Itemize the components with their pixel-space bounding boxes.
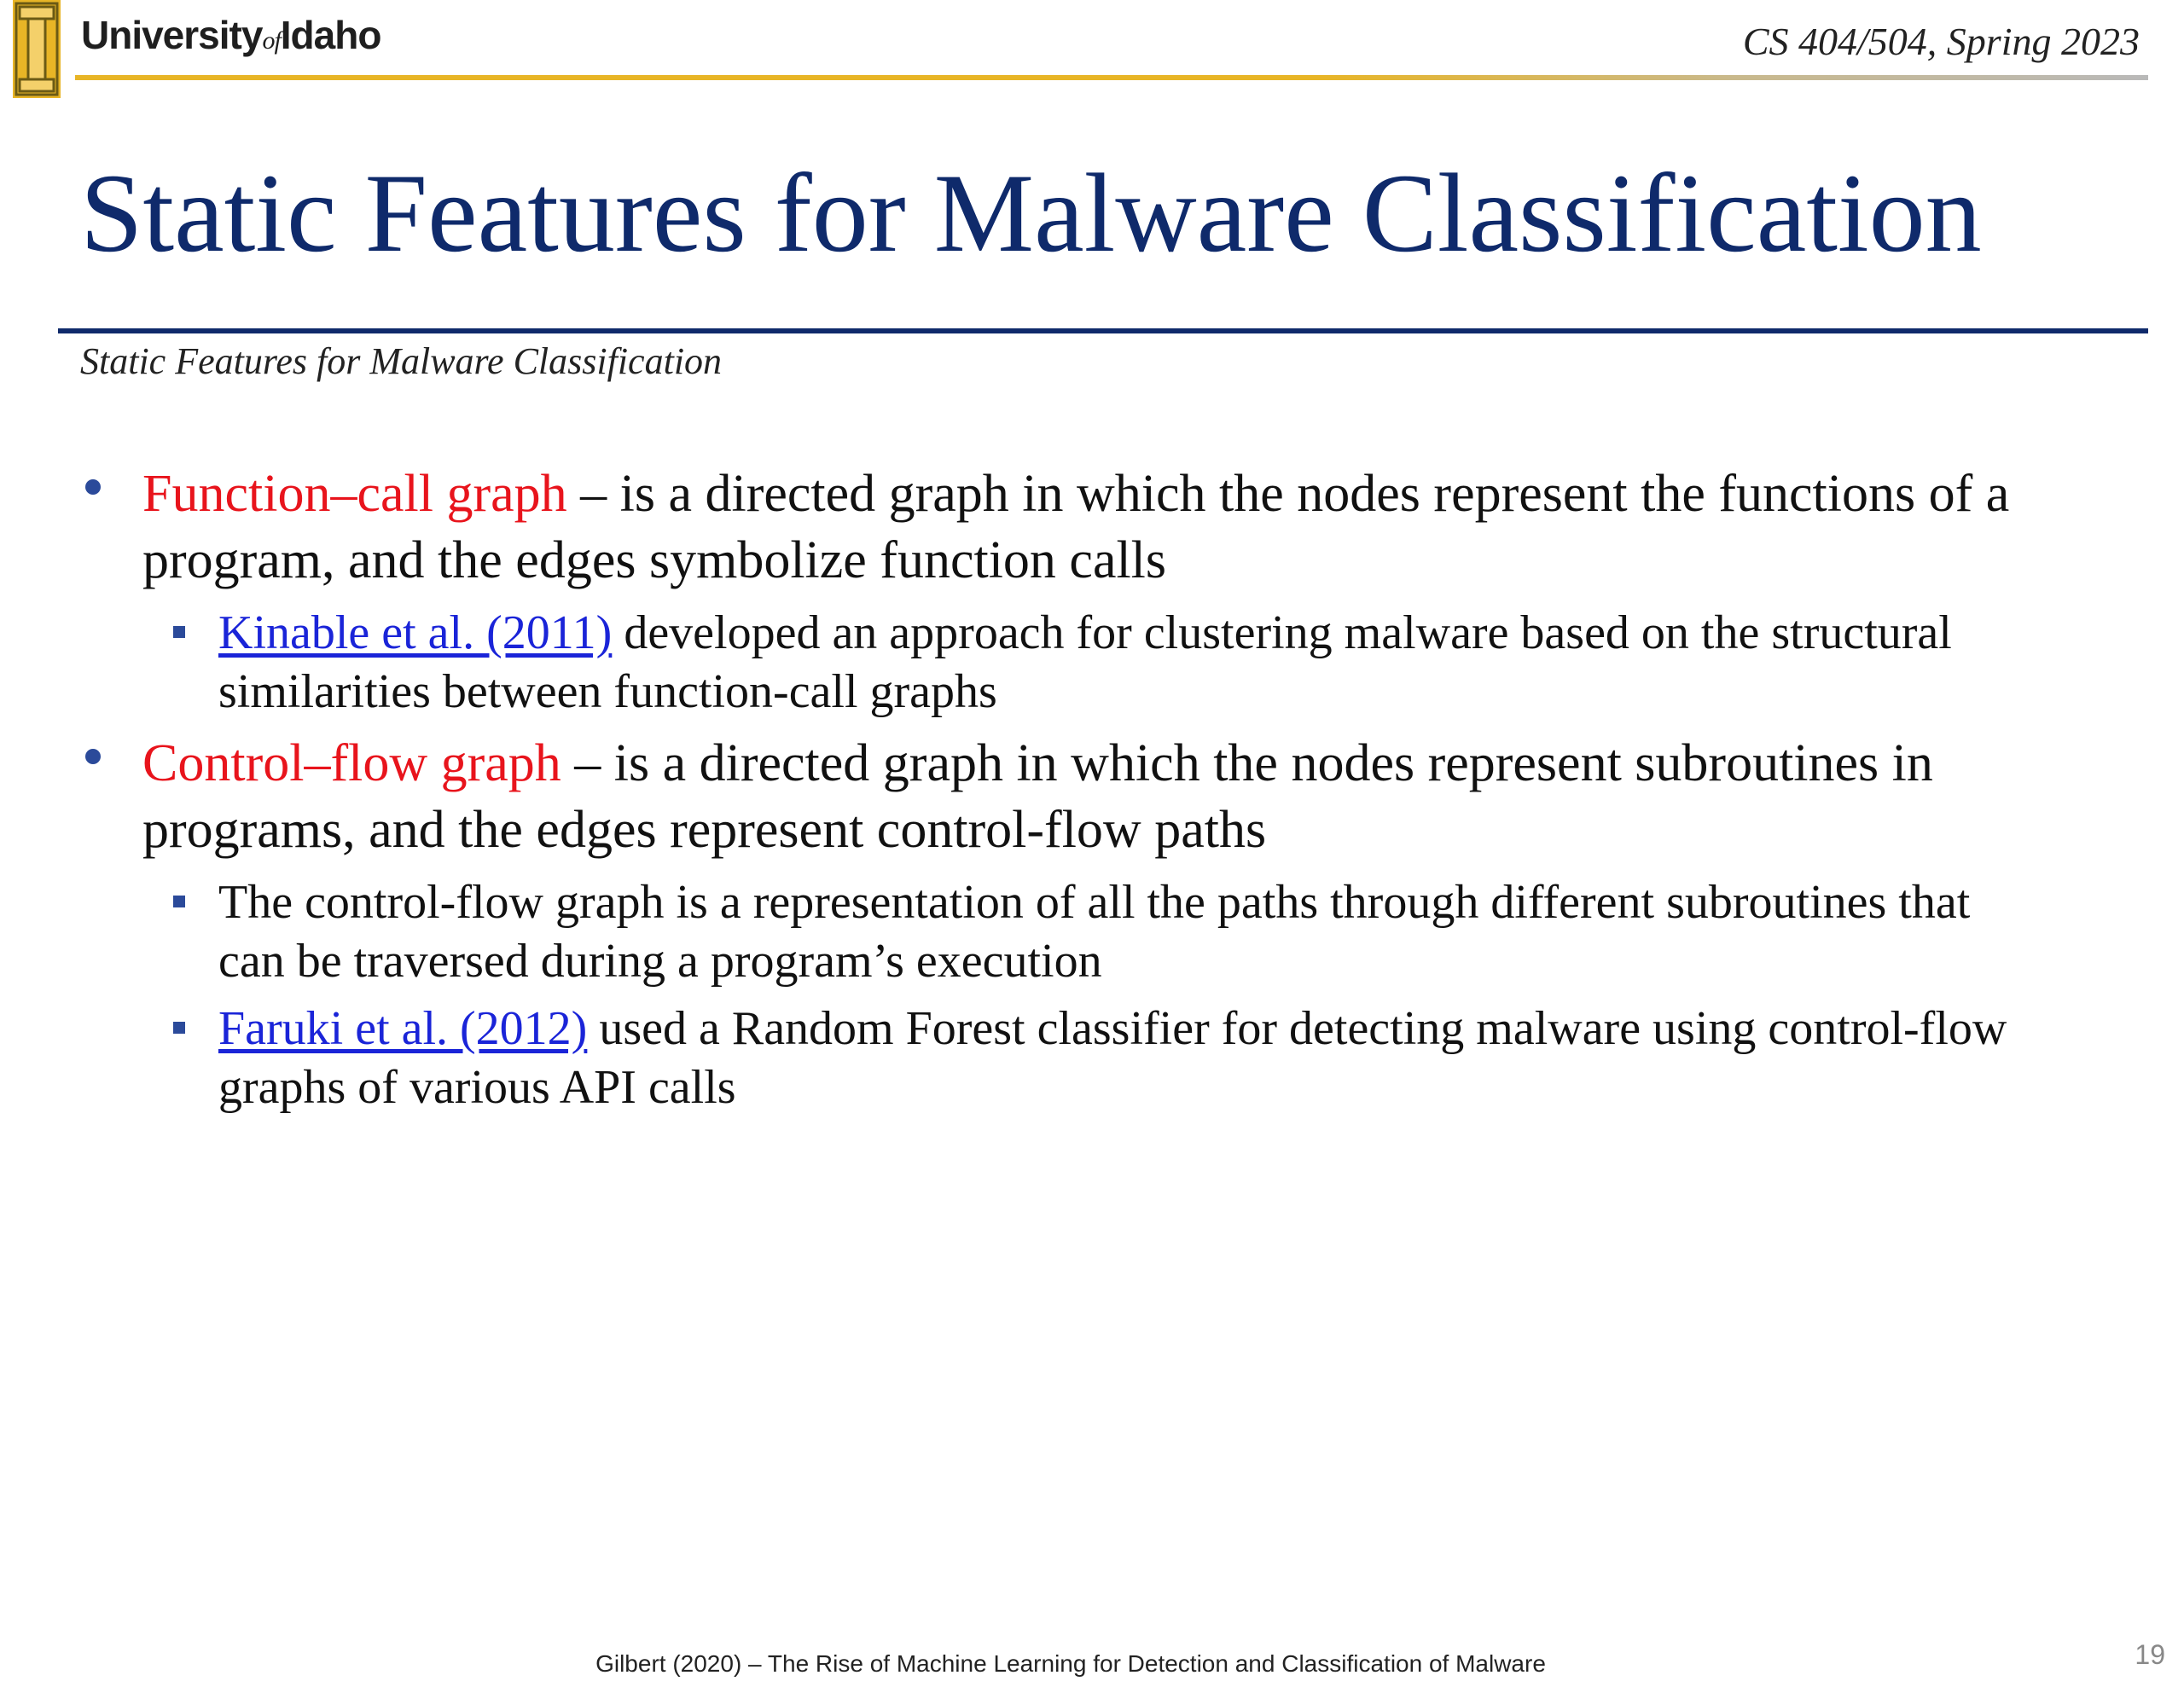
sub-bullet-cfg-definition xyxy=(0,873,2010,991)
sub-bullet-text: developed an approach for clustering malware based on the structural similarities between function-call graphs xyxy=(218,606,1952,718)
sub-bullet-icon xyxy=(173,626,185,638)
bullet-list xyxy=(0,461,2184,1126)
bullet-function-call-graph xyxy=(0,461,2053,594)
title-divider xyxy=(58,328,2148,333)
bullet-text: – is a directed graph in which the nodes represent subroutines in programs, and the edges represent control-flow paths xyxy=(142,734,1933,859)
sub-bullet-text: The control-flow graph is a representation of all the paths through different subroutines that can be traversed during a program’s execution xyxy=(218,876,1971,988)
sub-bullet-faruki xyxy=(0,1000,2010,1117)
header-divider xyxy=(75,75,2148,80)
citation-link-faruki[interactable]: Faruki et al. (2012) xyxy=(218,1002,588,1055)
citation-link-kinable[interactable]: Kinable et al. (2011) xyxy=(218,606,613,659)
course-label: CS 404/504, Spring 2023 xyxy=(1742,20,2140,63)
slide-title: Static Features for Malware Classification xyxy=(80,150,1982,275)
university-wordmark: UniversityofIdaho xyxy=(81,13,381,57)
sub-bullet-text: used a Random Forest classifier for detecting malware using control-flow graphs of various API calls xyxy=(218,1002,2007,1114)
page-number: 19 xyxy=(2135,1639,2165,1670)
bullet-text: – is a directed graph in which the nodes represent the functions of a program, and the edges symbolize function calls xyxy=(142,465,2010,589)
sub-bullet-icon xyxy=(173,1022,185,1034)
bullet-icon xyxy=(85,479,101,495)
university-logo-icon xyxy=(13,0,61,98)
slide-subtitle: Static Features for Malware Classification xyxy=(80,340,723,382)
footer-citation: Gilbert (2020) – The Rise of Machine Learning for Detection and Classification of Malware xyxy=(595,1650,1546,1677)
bullet-icon xyxy=(85,749,101,764)
sub-bullet-kinable xyxy=(0,604,2010,722)
bullet-term: Control–flow graph xyxy=(142,734,561,792)
bullet-term: Function–call graph xyxy=(142,465,567,523)
sub-bullet-icon xyxy=(173,896,185,907)
bullet-control-flow-graph xyxy=(0,730,2053,863)
